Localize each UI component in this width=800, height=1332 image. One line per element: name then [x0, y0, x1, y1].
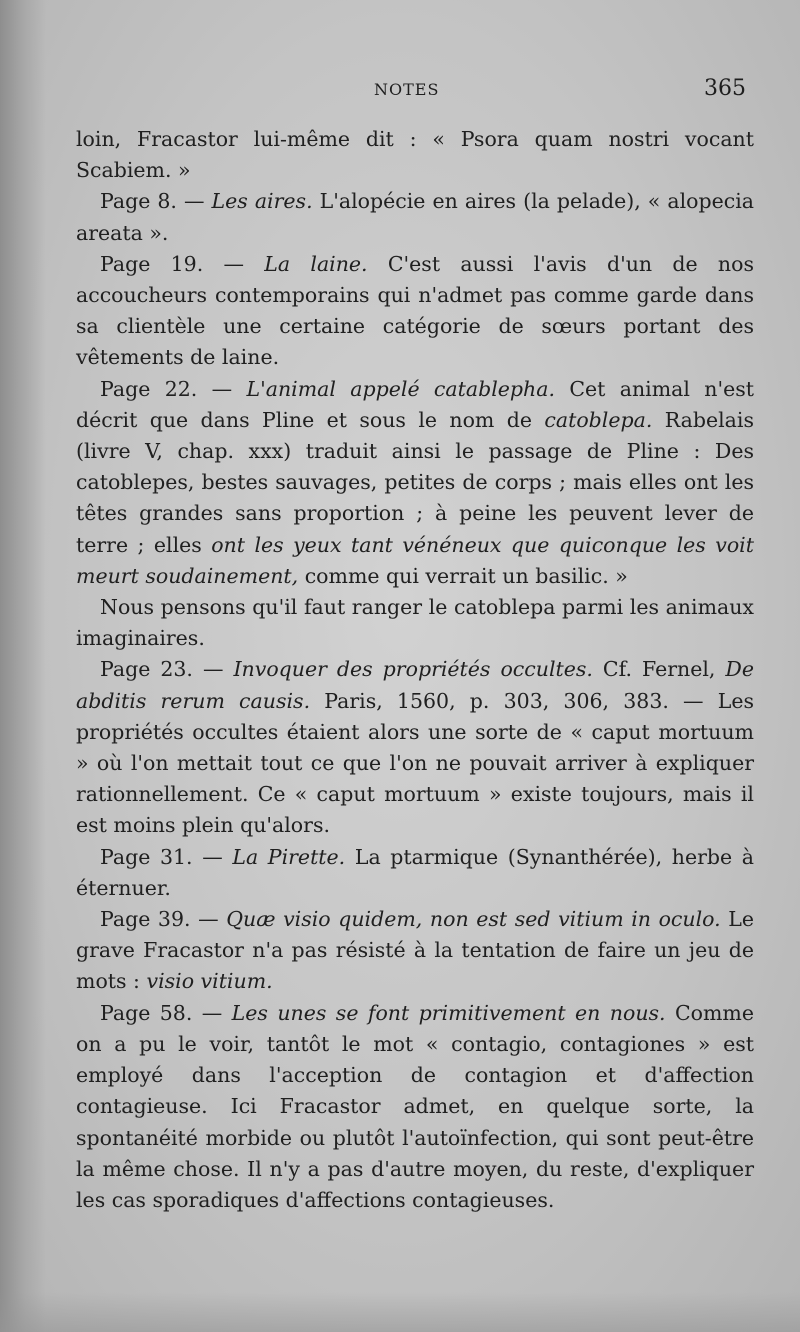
note-term: visio vitium. [146, 969, 273, 994]
notes-body [76, 124, 754, 1216]
note-term: La Pirette. [232, 844, 346, 869]
note-page-31 [76, 842, 754, 904]
note-page-22 [76, 374, 754, 592]
running-title: NOTES [374, 80, 440, 99]
note-text: comme qui verrait un basilic. » [298, 563, 628, 588]
page-number: 365 [704, 76, 746, 101]
running-head [0, 76, 800, 106]
note-page-23 [76, 654, 754, 841]
note-page-58 [76, 998, 754, 1216]
note-citation-title: De abditis rerum causis. [76, 657, 754, 713]
note-page-39 [76, 904, 754, 998]
note-term: L'animal appelé catablepha. [246, 376, 555, 401]
note-text: Paris, 1560, p. 303, 306, 383. — Les propriétés occultes étaient alors une sorte de « caput mortuum » où l'on mettait tout ce que l'on ne pouvait arriver à expliquer rationnellement. Ce « caput mortuum » existe toujours, mais il est moins plein qu'alors. [76, 688, 754, 838]
note-text: Rabelais (livre V, chap. xxx) traduit ainsi le passage de Pline : Des catoblepes, bestes sauvages, petites de corps ; mais elles ont les têtes grandes sans proportion ; à peine les peuvent lever de terre ; elles [76, 407, 754, 557]
note-text: Nous pensons qu'il faut ranger le catoblepa parmi les animaux imaginaires. [76, 595, 754, 651]
note-term: Les aires. [211, 189, 313, 214]
note-text: loin, Fracastor lui-même dit : « Psora quam nostri vocant Scabiem. » [76, 127, 754, 183]
note-text: C'est aussi l'avis d'un de nos accoucheurs contemporains qui n'admet pas comme garde dans sa clientèle une certaine catégorie de sœurs portant des vêtements de laine. [76, 251, 755, 370]
note-continuation [76, 124, 754, 186]
note-page-ref: Page 39. — [100, 907, 227, 932]
note-page-ref: Page 19. — [100, 251, 265, 276]
note-text: La ptarmique (Synanthérée), herbe à éternuer. [76, 844, 755, 900]
note-term: La laine. [264, 251, 368, 276]
spine-shadow [0, 0, 46, 1332]
note-page-ref: Page 23. — [100, 657, 234, 682]
note-page-ref: Page 31. — [100, 844, 233, 869]
note-page-8 [76, 186, 754, 248]
note-text: L'alopécie en aires (la pelade), « alopecia areata ». [76, 189, 754, 245]
note-term: Les unes se font primitivement en nous. [231, 1000, 666, 1025]
note-catoblepa-remark [76, 592, 754, 654]
note-page-ref: Page 22. — [100, 376, 247, 401]
note-term: catoblepa. [544, 407, 653, 432]
note-page-ref: Page 58. — [100, 1000, 232, 1025]
note-term: Invoquer des propriétés occultes. [233, 657, 593, 682]
note-term: Quæ visio quidem, non est sed vitium in oculo. [226, 907, 721, 932]
note-text: Comme on a pu le voir, tantôt le mot « contagio, contagiones » est employé dans l'acception de contagion et d'affection contagieuse. Ici Fracastor admet, en quelque sorte, la spontanéité morbide ou plutôt l'autoïnfection, qui sont peut-être la même chose. Il n'y a pas d'autre moyen, du reste, d'expliquer les cas sporadiques d'affections contagieuses. [76, 1000, 755, 1212]
note-page-ref: Page 8. — [100, 189, 212, 214]
note-text: Cet animal n'est décrit que dans Pline et sous le nom de [76, 376, 755, 432]
note-text: Cf. Fernel, [592, 657, 726, 682]
page-edge-shade [0, 1292, 800, 1332]
note-text: Le grave Fracastor n'a pas résisté à la tentation de faire un jeu de mots : [76, 907, 755, 994]
note-quote: ont les yeux tant vénéneux que quiconque les voit meurt soudainement, [76, 532, 754, 588]
note-page-19 [76, 249, 754, 374]
